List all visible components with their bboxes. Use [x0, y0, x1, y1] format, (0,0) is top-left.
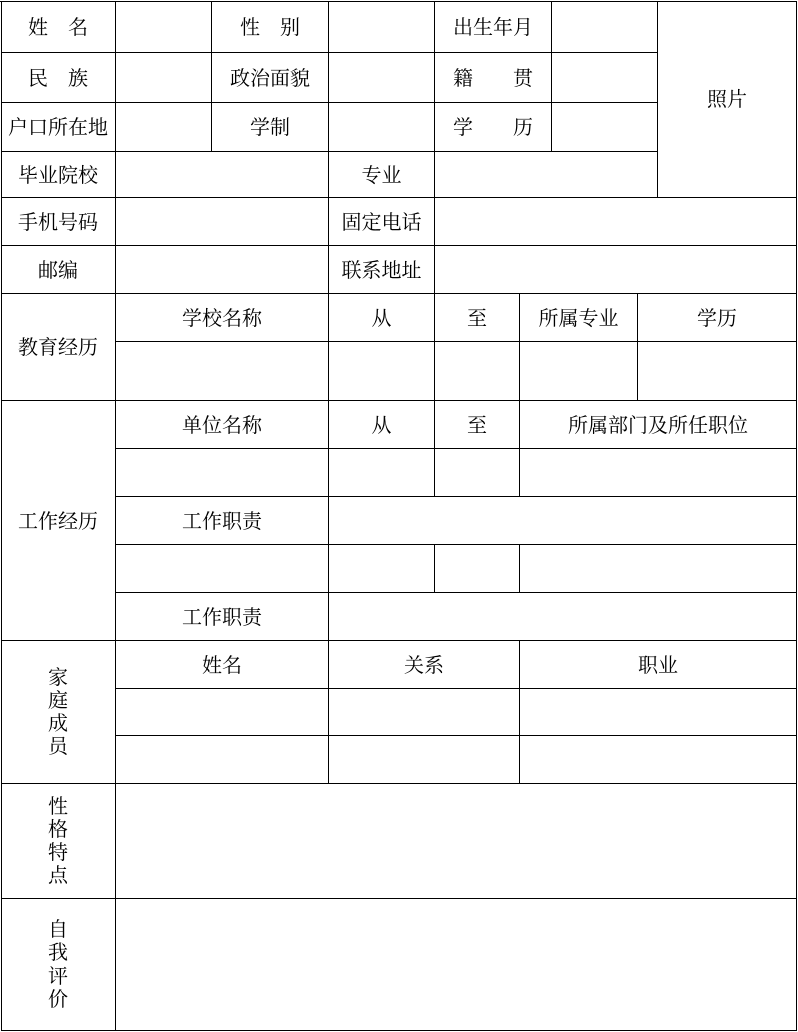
- gender-label: 性 别: [212, 1, 329, 53]
- family-occupation-field-2[interactable]: [520, 736, 797, 784]
- work-duties-label-1: 工作职责: [116, 497, 329, 545]
- personality-field[interactable]: [116, 784, 797, 899]
- family-name-field-2[interactable]: [116, 736, 329, 784]
- education-school-field[interactable]: [116, 342, 329, 401]
- education-to-field[interactable]: [435, 342, 520, 401]
- family-header-occupation: 职业: [520, 641, 797, 689]
- work-to-field-2[interactable]: [435, 545, 520, 593]
- political-label: 政治面貌: [212, 53, 329, 103]
- work-header-from: 从: [329, 401, 435, 449]
- family-label-char: 庭: [48, 687, 68, 712]
- work-position-field-2[interactable]: [520, 545, 797, 593]
- family-section-label: [1, 641, 116, 784]
- work-from-field-2[interactable]: [329, 545, 435, 593]
- work-section-label: 工作经历: [1, 401, 116, 641]
- work-header-position: 所属部门及所任职位: [520, 401, 797, 449]
- education-from-field[interactable]: [329, 342, 435, 401]
- personality-label-char: 点: [48, 863, 68, 888]
- work-header-company: 单位名称: [116, 401, 329, 449]
- schooling-field[interactable]: [329, 103, 435, 152]
- self-evaluation-label-char: 我: [48, 940, 68, 965]
- ethnicity-field[interactable]: [116, 53, 212, 103]
- personality-section-label: [1, 784, 116, 899]
- education-header-to: 至: [435, 294, 520, 342]
- landline-label: 固定电话: [329, 198, 435, 246]
- ethnicity-label: 民 族: [1, 53, 116, 103]
- name-field[interactable]: [116, 1, 212, 53]
- education-header-major: 所属专业: [520, 294, 638, 342]
- postcode-label: 邮编: [1, 246, 116, 294]
- work-duties-field-2[interactable]: [329, 593, 797, 641]
- graduate-school-field[interactable]: [116, 152, 329, 198]
- work-from-field-1[interactable]: [329, 449, 435, 497]
- work-company-field-2[interactable]: [116, 545, 329, 593]
- work-duties-label-2: 工作职责: [116, 593, 329, 641]
- personality-label-char: 格: [48, 816, 68, 841]
- degree-label: 学 历: [435, 103, 552, 152]
- native-place-field[interactable]: [552, 53, 658, 103]
- personality-label-char: 特: [48, 840, 68, 864]
- major-label: 专业: [329, 152, 435, 198]
- major-field[interactable]: [435, 152, 658, 198]
- family-header-name: 姓名: [116, 641, 329, 689]
- self-evaluation-section-label: [1, 899, 116, 1031]
- family-label-char: 成: [48, 711, 68, 735]
- birth-label: 出生年月: [435, 1, 552, 53]
- address-field[interactable]: [435, 246, 797, 294]
- work-duties-field-1[interactable]: [329, 497, 797, 545]
- postcode-field[interactable]: [116, 246, 329, 294]
- family-label-char: 员: [48, 734, 68, 759]
- address-label: 联系地址: [329, 246, 435, 294]
- native-place-label: 籍 贯: [435, 53, 552, 103]
- family-relation-field-2[interactable]: [329, 736, 520, 784]
- self-evaluation-label-char: 价: [48, 986, 68, 1011]
- family-header-relation: 关系: [329, 641, 520, 689]
- education-major-field[interactable]: [520, 342, 638, 401]
- education-header-from: 从: [329, 294, 435, 342]
- personality-label-char: 性: [48, 793, 68, 818]
- family-label-char: 家: [48, 664, 68, 689]
- education-degree-field[interactable]: [638, 342, 797, 401]
- self-evaluation-label-char: 自: [48, 917, 68, 942]
- household-field[interactable]: [116, 103, 212, 152]
- household-label: 户口所在地: [1, 103, 116, 152]
- schooling-label: 学制: [212, 103, 329, 152]
- landline-field[interactable]: [435, 198, 797, 246]
- family-name-field-1[interactable]: [116, 689, 329, 736]
- education-header-school: 学校名称: [116, 294, 329, 342]
- work-position-field-1[interactable]: [520, 449, 797, 497]
- self-evaluation-field[interactable]: [116, 899, 797, 1031]
- political-field[interactable]: [329, 53, 435, 103]
- gender-field[interactable]: [329, 1, 435, 53]
- mobile-label: 手机号码: [1, 198, 116, 246]
- photo-box[interactable]: 照片: [658, 1, 797, 198]
- graduate-school-label: 毕业院校: [1, 152, 116, 198]
- family-relation-field-1[interactable]: [329, 689, 520, 736]
- education-header-degree: 学历: [638, 294, 797, 342]
- family-occupation-field-1[interactable]: [520, 689, 797, 736]
- work-header-to: 至: [435, 401, 520, 449]
- self-evaluation-label-char: 评: [48, 963, 68, 988]
- work-to-field-1[interactable]: [435, 449, 520, 497]
- mobile-field[interactable]: [116, 198, 329, 246]
- degree-field[interactable]: [552, 103, 658, 152]
- name-label: 姓 名: [1, 1, 116, 53]
- birth-field[interactable]: [552, 1, 658, 53]
- education-section-label: 教育经历: [1, 294, 116, 401]
- work-company-field-1[interactable]: [116, 449, 329, 497]
